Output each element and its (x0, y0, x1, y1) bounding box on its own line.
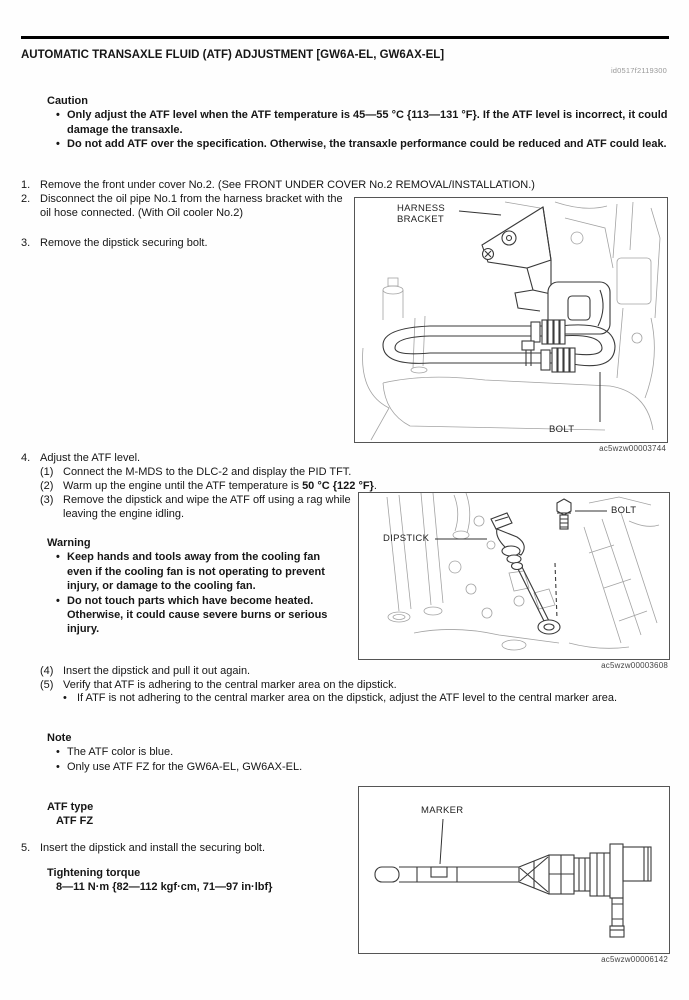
step-3 (21, 236, 351, 250)
torque-label: Tightening torque (47, 867, 141, 879)
figure-code: ac5wzw00003608 (601, 661, 668, 670)
substep-text: Connect the M-MDS to the DLC-2 and display the PID TFT. (63, 466, 352, 478)
caution-label: Caution (47, 95, 88, 107)
note-item: • Only use ATF FZ for the GW6A-EL, GW6AX-EL. (47, 760, 447, 774)
figure-code: ac5wzw00006142 (601, 955, 668, 964)
step-4-sub-4 (40, 664, 660, 678)
step-4-sub-5-bullet: • If ATF is not adhering to the central marker area on the dipstick, adjust the ATF level to the central marker area. (63, 691, 689, 705)
substep-text: Insert the dipstick and pull it out again. (63, 665, 251, 677)
note-label: Note (47, 732, 72, 744)
step-text: Remove the front under cover No.2. (See FRONT UNDER COVER No.2 REMOVAL/INSTALLATION.) (40, 179, 535, 191)
note-item: • The ATF color is blue. (47, 745, 447, 759)
warning-item: • Do not touch parts which have become heated. Otherwise, it could cause severe burns or serious injury. (47, 594, 337, 637)
engine-line-art (355, 198, 667, 442)
page-title: AUTOMATIC TRANSAXLE FLUID (ATF) ADJUSTMENT [GW6A-EL, GW6AX-EL] (21, 49, 445, 61)
step-text: Disconnect the oil pipe No.1 from the harness bracket with the oil hose connected. (With Oil cooler No.2) (40, 193, 343, 220)
step-text: Adjust the ATF level. (40, 452, 141, 464)
engine-line-art (359, 493, 669, 659)
substep-number: (5) (40, 679, 54, 691)
step-4 (21, 451, 361, 465)
step-number: 2. (21, 193, 31, 205)
doc-id: id0517f2119300 (610, 66, 667, 75)
torque-block (47, 866, 357, 895)
step-4-sub-3 (40, 493, 362, 522)
atf-type-value: ATF FZ (56, 815, 94, 828)
figure-label-dipstick: DIPSTICK (383, 533, 430, 544)
step-1 (21, 178, 681, 192)
step-number: 3. (21, 237, 31, 249)
figure-label-marker: MARKER (421, 805, 464, 816)
temperature-value: 50 °C {122 °F} (302, 480, 374, 492)
caution-block (47, 94, 671, 152)
figure-code: ac5wzw00003744 (599, 444, 666, 453)
note-block (47, 731, 447, 774)
atf-type-block (47, 800, 247, 829)
figure-harness-bracket (354, 197, 668, 453)
caution-item: • Do not add ATF over the specification. Otherwise, the transaxle performance could be reduced and ATF could leak. (47, 137, 671, 151)
substep-number: (1) (40, 466, 54, 478)
atf-type-label: ATF type (47, 801, 94, 813)
caution-item: • Only adjust the ATF level when the ATF temperature is 45—55 °C {113—131 °F}. If the ATF level is incorrect, it could damage the transaxle. (47, 108, 671, 137)
substep-text: Verify that ATF is adhering to the central marker area on the dipstick. (63, 679, 397, 691)
step-number: 5. (21, 842, 31, 854)
substep-number: (3) (40, 494, 54, 506)
dipstick-line-art (359, 787, 669, 953)
figure-label-bolt: BOLT (611, 505, 637, 516)
torque-value: 8—11 N·m {82—112 kgf·cm, 71—97 in·lbf} (56, 881, 273, 894)
substep-number: (4) (40, 665, 54, 677)
step-text: Insert the dipstick and install the securing bolt. (40, 842, 266, 854)
step-2 (21, 192, 351, 221)
figure-label-bolt: BOLT (549, 424, 575, 435)
step-text: Remove the dipstick securing bolt. (40, 237, 208, 249)
substep-number: (2) (40, 480, 54, 492)
step-4-sub-1 (40, 465, 660, 479)
warning-label: Warning (47, 537, 91, 549)
figure-label-harness-bracket: HARNESS BRACKET (397, 203, 446, 225)
substep-text: Warm up the engine until the ATF temperature is 50 °C {122 °F}. (63, 480, 377, 492)
top-rule (21, 36, 669, 39)
figure-dipstick-marker (358, 786, 670, 964)
warning-block (47, 536, 337, 637)
substep-text: Remove the dipstick and wipe the ATF off using a rag while leaving the engine idling. (63, 494, 351, 521)
step-5 (21, 841, 356, 855)
step-number: 4. (21, 452, 31, 464)
figure-dipstick-bolt (358, 492, 670, 670)
warning-item: • Keep hands and tools away from the cooling fan even if the cooling fan is not operating to prevent injury, or damage to the cooling fan. (47, 550, 337, 593)
step-number: 1. (21, 179, 31, 191)
